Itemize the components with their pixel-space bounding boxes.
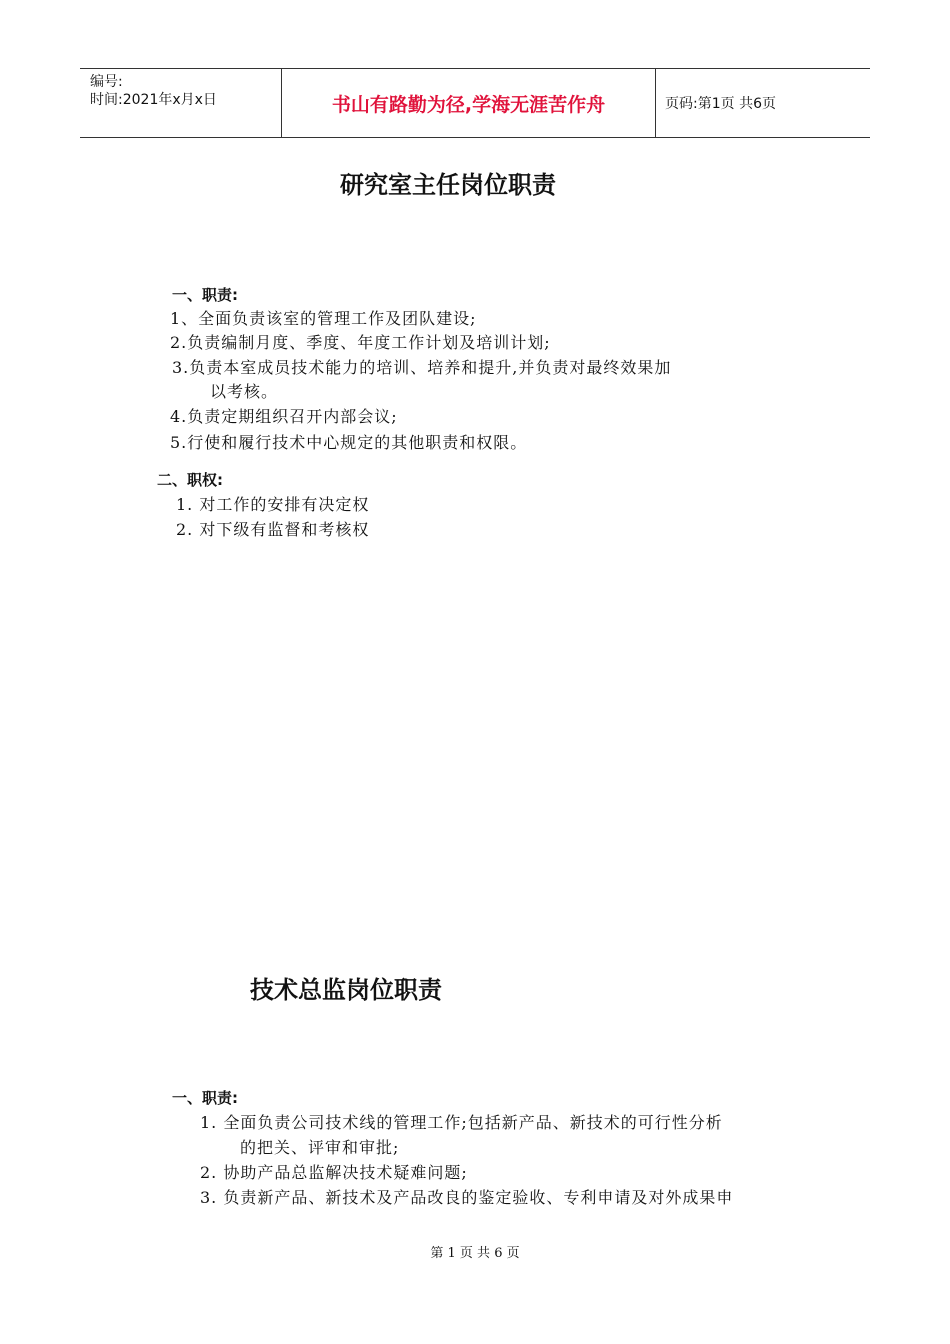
section1-duty-line: 以考核。 <box>210 382 279 401</box>
section1-duty-line: 3.负责本室成员技术能力的培训、培养和提升,并负责对最终效果加 <box>172 358 672 377</box>
header-meta-cell <box>80 69 281 137</box>
section2-title: 技术总监岗位职责 <box>250 976 442 1004</box>
section1-duty-line: 1、全面负责该室的管理工作及团队建设; <box>170 309 477 328</box>
section2-duties-heading: 一、职责: <box>172 1089 238 1107</box>
section2-duty-line: 1. 全面负责公司技术线的管理工作;包括新产品、新技术的可行性分析 <box>200 1113 723 1132</box>
header-motto-cell <box>281 69 656 137</box>
section1-power-line: 1. 对工作的安排有决定权 <box>176 495 370 514</box>
section2-duty-line: 2. 协助产品总监解决技术疑难问题; <box>200 1163 468 1182</box>
section1-duty-line: 2.负责编制月度、季度、年度工作计划及培训计划; <box>170 333 551 352</box>
motto-text: 书山有路勤为径,学海无涯苦作舟 <box>331 94 606 116</box>
header-table <box>80 68 870 138</box>
section1-duty-line: 5.行使和履行技术中心规定的其他职责和权限。 <box>170 433 528 452</box>
section1-duty-line: 4.负责定期组织召开内部会议; <box>170 407 398 426</box>
page-footer: 第 1 页 共 6 页 <box>430 1246 520 1261</box>
section1-power-line: 2. 对下级有监督和考核权 <box>176 520 370 539</box>
section1-duties-heading: 一、职责: <box>172 286 238 304</box>
section1-title: 研究室主任岗位职责 <box>340 171 556 199</box>
page-info: 页码:第1页 共6页 <box>665 96 776 112</box>
document-number-label: 编号: <box>90 74 123 90</box>
section2-duty-line: 的把关、评审和审批; <box>240 1138 400 1157</box>
section1-powers-heading: 二、职权: <box>157 471 223 489</box>
document-time-label: 时间:2021年x月x日 <box>90 92 217 108</box>
section2-duty-line: 3. 负责新产品、新技术及产品改良的鉴定验收、专利申请及对外成果申 <box>200 1188 734 1207</box>
header-page-cell <box>655 69 870 137</box>
